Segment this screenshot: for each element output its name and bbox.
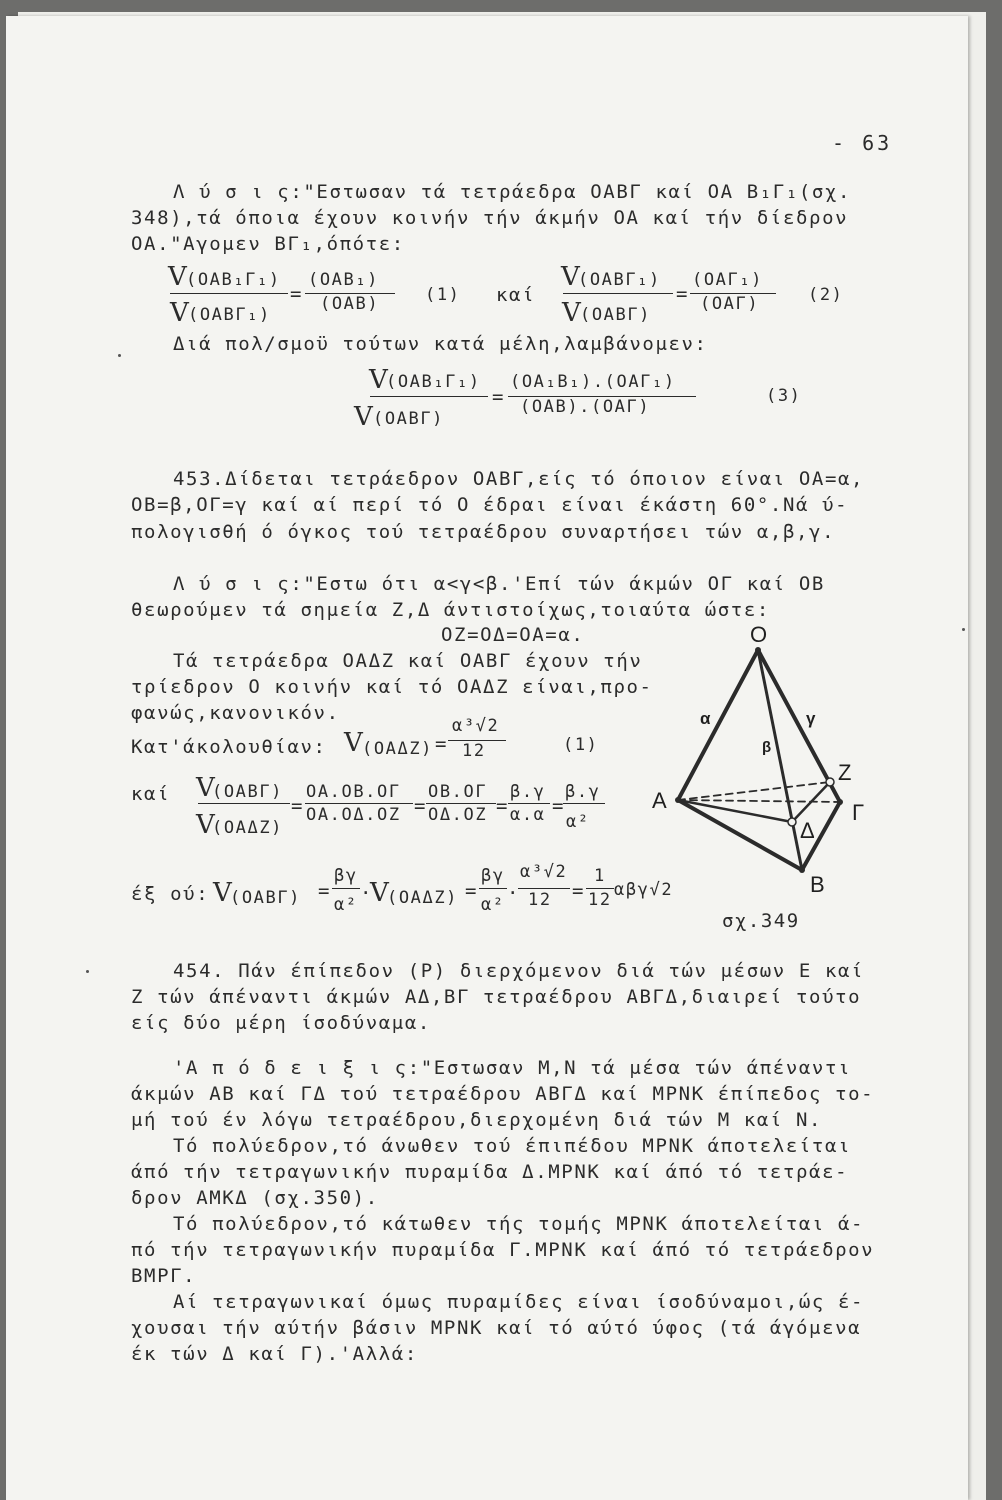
fraction-numerator: (ΟΑΒΓ) [212,782,284,802]
fraction-denominator: 12 [588,890,612,910]
fraction-denominator: (ΟΑΒ).(ΟΑΓ) [520,397,651,417]
fraction-bar [563,293,673,294]
label-A: A [652,788,667,813]
text-line: πολογισθή ό όγκος τού τετραέδρου συναρτήσει τών α,β,γ. [131,521,836,543]
fraction-bar [518,888,570,889]
vertex-Z [826,778,834,786]
fraction-bar [305,803,413,804]
volume-symbol: V [369,365,390,395]
fraction-numerator: (ΟΑΒ₁Γ₁) [386,372,481,392]
equals-sign: = [492,386,506,408]
text-line: Τό πολύεδρον,τό άνωθεν τού έπιπέδου ΜΡΝΚ άποτελείται [173,1135,852,1157]
volume-symbol: V [344,728,365,758]
vertex-B [799,867,805,873]
conjunction: καί [496,284,536,306]
figure-caption: σχ.349 [722,910,800,932]
page-number: - 63 [832,131,893,155]
text-line: καί [131,783,171,805]
text-line: Κατ'άκολουθίαν: [131,736,327,758]
ink-speck [86,970,89,973]
text-line: μή τού έν λόγω τετραέδρου,διερχομένη διά τών Μ καί Ν. [131,1109,823,1131]
text-line: δρον ΑΜΚΔ (σχ.350). [131,1187,379,1209]
expression-tail: αβγ√2 [614,880,674,900]
fraction-numerator: (ΟΑ₁Β₁).(ΟΑΓ₁) [510,372,676,392]
text-line: ΟΖ=ΟΔ=ΟΑ=α. [441,624,585,646]
text-line: φανώς,κανονικόν. [131,702,340,724]
fraction-denominator: 12 [462,741,486,761]
text-line: Αί τετραγωνικαί όμως πυραμίδες είναι ίσοδύναμοι,ώς έ- [173,1291,865,1313]
fraction-bar [426,803,496,804]
fraction-denominator: (ΟΑΒΓ) [373,409,445,429]
fraction-numerator: (ΟΑΒ₁Γ₁) [186,270,281,290]
text-line: ΟΑ."Αγομεν ΒΓ₁,όπότε: [131,233,405,255]
tetrahedron-diagram [640,620,910,940]
label-gamma: γ [806,709,816,728]
ink-speck [118,354,121,357]
volume-symbol: V [562,298,583,328]
text-line: χουσαι τήν αύτήν βάσιν ΜΡΝΚ καί τό αύτό ύφος (τά άγόμενα [131,1317,862,1339]
equals-sign: = [552,795,566,817]
fraction-denominator: α² [334,895,358,915]
fraction-bar [586,888,614,889]
dot-operator: · [507,882,521,904]
dot-operator: · [360,882,374,904]
text-line: πό τήν τετραγωνικήν πυραμίδα Γ.ΜΡΝΚ καί άπό τό τετράεδρον [131,1239,875,1261]
equals-sign: = [465,880,479,902]
fraction-numerator: β.γ [565,782,601,802]
equation-tag: (1) [563,735,599,755]
volume-symbol: V [213,878,234,908]
fraction-bar [370,396,488,397]
volume-symbol: V [170,298,191,328]
fraction-denominator: ΟΑ.ΟΔ.ΟΖ [306,805,401,825]
fraction-bar [563,803,605,804]
volume-argument: (ΟΑΒΓ) [230,888,302,908]
label-O: O [750,622,768,647]
text-line: 'Α π ό δ ε ι ξ ι ς:"Εστωσαν Μ,Ν τά μέσα τών άπέναντι [173,1057,852,1079]
edge-AG-hidden [678,800,840,802]
edge-OB [758,650,802,870]
text-line: άπό τήν τετραγωνικήν πυραμίδα Δ.ΜΡΝΚ καί άπό τό τετράε- [131,1161,849,1183]
fraction-bar [332,888,360,889]
text-line: έκ τών Δ καί Γ).'Αλλά: [131,1343,418,1365]
label-G: Γ [852,800,865,825]
fraction-denominator: α.α [510,805,546,825]
text-line: έξ ού: [131,883,210,905]
fraction-bar [198,803,290,804]
equation-tag: (1) [425,285,461,305]
equals-sign: = [435,733,449,755]
fraction-numerator: (ΟΑΒ₁) [308,270,380,290]
label-B: B [810,872,825,897]
vertex-G [837,799,843,805]
volume-symbol: V [196,773,217,803]
equals-sign: = [318,880,332,902]
fraction-denominator: α² [481,895,505,915]
text-line: είς δύο μέρη ίσοδύναμα. [131,1012,431,1034]
text-line: 348),τά όποια έχουν κοινήν τήν άκμήν ΟΑ καί τήν δίεδρον [131,207,849,229]
text-line: Τό πολύεδρον,τό κάτωθεν τής τομής ΜΡΝΚ άποτελείται ά- [173,1213,865,1235]
equals-sign: = [676,283,690,305]
text-line: τρίεδρον Ο κοινήν καί τό ΟΑΔΖ είναι,προ- [131,676,653,698]
fraction-numerator: (ΟΑΒΓ₁) [578,270,661,290]
text-line: 454. Πάν έπίπεδον (Ρ) διερχόμενον διά τών μέσων Ε καί [173,960,865,982]
vertex-D [788,818,796,826]
fraction-denominator: ΟΔ.ΟΖ [428,805,488,825]
equals-sign: = [291,795,305,817]
fraction-numerator: βγ [481,866,505,886]
label-D: Δ [800,818,815,843]
volume-symbol: V [354,402,375,432]
text-line: Τά τετράεδρα ΟΑΔΖ καί ΟΑΒΓ έχουν τήν [173,650,643,672]
equation-tag: (3) [766,386,802,406]
vertex-A [675,797,681,803]
equals-sign: = [290,283,304,305]
text-line: Λ ύ σ ι ς:"Εστωσαν τά τετράεδρα ΟΑΒΓ καί ΟΑ Β₁Γ₁(σχ. [173,181,852,203]
volume-symbol: V [561,262,582,292]
fraction-denominator: (ΟΑΒ) [320,294,380,314]
fraction-denominator: (ΟΑΔΖ) [212,818,284,838]
fraction-bar [479,888,507,889]
volume-symbol: V [196,810,217,840]
equals-sign: = [572,880,586,902]
fraction-denominator: (ΟΑΓ) [700,294,760,314]
fraction-denominator: (ΟΑΒΓ) [580,305,652,325]
label-alpha: α [700,709,711,728]
fraction-numerator: 1 [594,866,606,886]
equation-tag: (2) [808,285,844,305]
vertex-O [755,647,761,653]
fraction-numerator: ΟΑ.ΟΒ.ΟΓ [306,782,401,802]
equals-sign: = [414,795,428,817]
text-line: ΟΒ=β,ΟΓ=γ καί αί περί τό Ο έδραι είναι έκάστη 60°.Νά ύ- [131,494,849,516]
fraction-numerator: β.γ [510,782,546,802]
text-line: Ζ τών άπέναντι άκμών ΑΔ,ΒΓ τετραέδρου ΑΒΓΔ,διαιρεί τούτο [131,986,862,1008]
fraction-numerator: ΟΒ.ΟΓ [428,782,488,802]
fraction-numerator: α³√2 [520,862,568,882]
fraction-bar [508,803,550,804]
edge-AB [678,800,802,870]
edge-OA [678,650,758,800]
label-beta: β [762,739,772,756]
volume-symbol: V [168,262,189,292]
edge-AZ-hidden [678,782,830,800]
fraction-numerator: α³√2 [452,716,500,736]
fraction-bar [170,293,288,294]
text-line: Διά πολ/σμοϋ τούτων κατά μέλη,λαμβάνομεν: [173,333,708,355]
text-line: ΒΜΡΓ. [131,1265,197,1287]
fraction-denominator: 12 [528,890,552,910]
ink-speck [962,628,965,631]
volume-symbol: V [370,878,391,908]
text-line: θεωρούμεν τά σημεία Ζ,Δ άντιστοίχως,τοιαύτα ώστε: [131,599,770,621]
fraction-denominator: (ΟΑΒΓ₁) [188,305,271,325]
fraction-numerator: (ΟΑΓ₁) [692,270,764,290]
fraction-denominator: α² [566,812,590,832]
fraction-numerator: βγ [334,866,358,886]
label-Z: Z [838,760,852,785]
text-line: Λ ύ σ ι ς:"Εστω ότι α<γ<β.'Επί τών άκμών ΟΓ καί ΟΒ [173,573,825,595]
text-line: άκμών ΑΒ καί ΓΔ τού τετραέδρου ΑΒΓΔ καί ΜΡΝΚ έπίπεδος το- [131,1083,875,1105]
equals-sign: = [496,795,510,817]
text-line: 453.Δίδεται τετράεδρον ΟΑΒΓ,είς τό όποιον είναι ΟΑ=α, [173,468,865,490]
volume-argument: (ΟΑΔΖ) [362,739,434,759]
volume-argument: (ΟΑΔΖ) [387,888,459,908]
